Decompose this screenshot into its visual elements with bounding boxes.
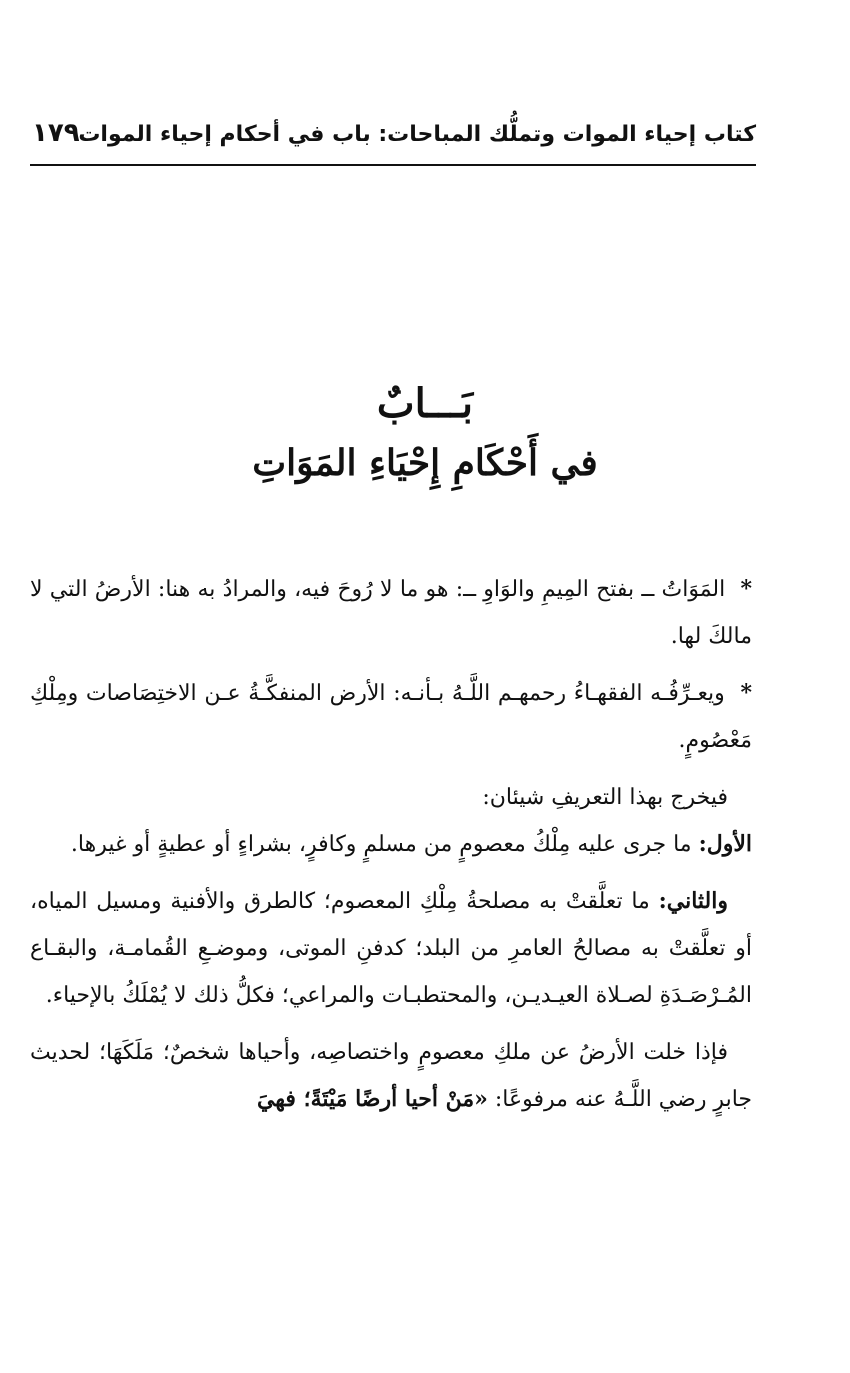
paragraph-text: المَوَاتُ ــ بفتح المِيمِ والوَاوِ ــ: هو ما لا رُوحَ فيه، والمرادُ به هنا: الأرضُ التي لا مالكَ لها. <box>30 577 752 649</box>
paragraph-second-exclusion <box>30 878 752 1019</box>
paragraph-text: ويعـرِّفُـه الفقهـاءُ رحمهـم اللَّـهُ بـأنـه: الأرض المنفكَّـةُ عـن الاختِصَاصات ومِلْكِ مَعْصُومٍ. <box>30 681 752 753</box>
lead-word: الأول: <box>698 831 752 857</box>
asterisk-marker: * <box>740 576 752 602</box>
hadith-quote: «مَنْ أحيا أرضًا مَيْتَةً؛ فهيَ <box>256 1086 488 1112</box>
asterisk-marker: * <box>740 680 752 706</box>
running-header-title: كتاب إحياء الموات وتملُّك المباحات: باب في أحكام إحياء الموات <box>78 122 756 147</box>
body-text <box>30 566 752 1133</box>
paragraph-text: ما جرى عليه مِلْكُ معصومٍ من مسلمٍ وكافرٍ، بشراءٍ أو عطيةٍ أو غيرها. <box>70 832 692 857</box>
paragraph-first-exclusion <box>30 821 752 868</box>
chapter-heading-word: بَـــابٌ <box>376 380 474 427</box>
paragraph-text: فيخرج بهذا التعريفِ شيئان: <box>482 785 728 810</box>
paragraph-exclusions-intro <box>30 774 752 821</box>
paragraph-text: ما تعلَّقتْ به مصلحةُ مِلْكِ المعصوم؛ كالطرق والأفنية ومسيل المياه، أو تعلَّقتْ به مصالحُ العامرِ من البلد؛ كدفنِ الموتى، وموضـعِ القُمامـة، والبقـاع المُـرْصَـدَةِ لصـلاة العيـديـن، والمحتطبـات والمراعي؛ فكلُّ ذلك لا يُمْلَكُ بالإحياء. <box>30 889 752 1008</box>
header-rule <box>30 164 756 166</box>
chapter-title: في أَحْكَامِ إِحْيَاءِ المَوَاتِ <box>252 442 598 484</box>
lead-word: والثاني: <box>658 888 728 914</box>
paragraph-juristic-definition <box>30 670 752 764</box>
running-header <box>30 118 756 162</box>
paragraph-definition <box>30 566 752 660</box>
paragraph-ownership-ruling <box>30 1029 752 1123</box>
paragraph-text: فإذا خلت الأرضُ عن ملكِ معصومٍ واختصاصِه، وأحياها شخصٌ؛ مَلَكَهَا؛ لحديث جابرٍ رضي اللَّـهُ عنه مرفوعًا: <box>30 1040 752 1112</box>
page-number: ١٧٩ <box>32 118 80 148</box>
